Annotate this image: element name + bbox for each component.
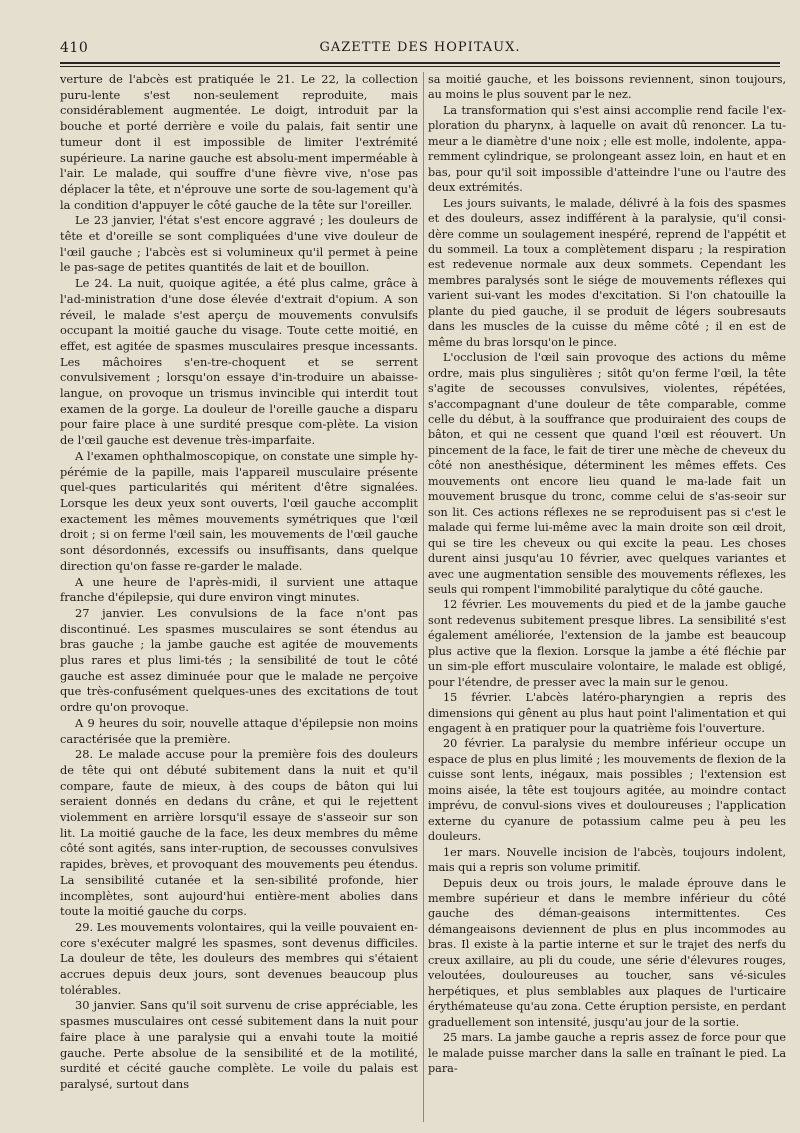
- paragraph: verture de l'abcès est pratiquée le 21. Le 22, la collection puru-lente s'est non-seulement reproduite, mais considérablement augmentée. Le doigt, introduit par la bouche et porté derrière e voile du palais, fait sentir une tumeur dont il est impossible de limiter l'extrémité supérieure. La narine gauche est absolu-ment imperméable à l'air. Le malade, qui souffre d'une fièvre vive, n'ose pas déplacer la tête, et n'éprouve une sorte de sou-lagement qu'à la condition d'appuyer le côté gauche de la tête sur l'oreiller.: [60, 72, 418, 212]
- paragraph: 25 mars. La jambe gauche a repris assez de force pour que le malade puisse marcher dans la salle en traînant le pied. La para-: [428, 1031, 786, 1075]
- page-header: [60, 40, 780, 62]
- paragraph: 28. Le malade accuse pour la première fois des douleurs de tête qui ont débuté subitement dans la nuit et qu'il compare, faute de mieux, à des coups de bâton qui lui seraient donnés en dedans du crâne, et qui le rejettent violemment en arrière lorsqu'il essaye de s'asseoir sur son lit. La moitié gauche de la face, les deux membres du même côté sont agités, sans inter-ruption, de secousses convulsives rapides, brèves, et provoquant des mouvements peu étendus. La sensibilité cutanée et la sen-sibilité profonde, hier incomplètes, sont aujourd'hui entière-ment abolies dans toute la moitié gauche du corps.: [60, 747, 418, 919]
- page-number: 410: [60, 40, 89, 56]
- paragraph: 27 janvier. Les convulsions de la face n'ont pas discontinué. Les spasmes musculaires se sont étendus au bras gauche ; la jambe gauche est agitée de mouvements plus rares et plus limi-tés ; la sensibilité de tout le côté gauche est assez diminuée pour que le malade ne perçoive que très-confusément quelques-unes des excitations de tout ordre qu'on provoque.: [60, 605, 418, 715]
- paragraph: Le 23 janvier, l'état s'est encore aggravé ; les douleurs de tête et d'oreille se sont compliquées d'une vive douleur de l'œil gauche ; l'abcès est si volumineux qu'il permet à peine le pas-sage de petites quantités de lait et de bouillon.: [60, 213, 418, 275]
- paragraph: 1er mars. Nouvelle incision de l'abcès, toujours indolent, mais qui a repris son volume primitif.: [428, 845, 786, 875]
- left-column: [60, 72, 418, 1093]
- running-title: GAZETTE DES HOPITAUX.: [319, 40, 521, 55]
- paragraph: A 9 heures du soir, nouvelle attaque d'épilepsie non moins caractérisée que la première.: [60, 715, 418, 746]
- column-divider: [423, 72, 424, 1122]
- paragraph: sa moitié gauche, et les boissons reviennent, sinon toujours, au moins le plus souvent par le nez.: [428, 73, 786, 102]
- paragraph: Les jours suivants, le malade, délivré à la fois des spasmes et des douleurs, assez indifférent à la paralysie, qu'il consi-dère comme un soulagement inespéré, reprend de l'appétit et du sommeil. La toux a complètement disparu ; la respiration est redevenue normale aux deux sommets. Cependant les membres paralysés sont le siége de mouvements réflexes qui varient sui-vant les modes d'excitation. Si l'on chatouille la plante du pied gauche, il se produit de légers soubresauts dans les muscles de la cuisse du même côté ; il en est de même du bras lorsqu'on le pince.: [428, 196, 786, 349]
- header-rule: [60, 62, 780, 67]
- paragraph: A l'examen ophthalmoscopique, on constate une simple hy-pérémie de la papille, mais l'appareil musculaire présente quel-ques particularités qui méritent d'être signalées. Lorsque les deux yeux sont ouverts, l'œil gauche accomplit exactement les mêmes mouvements symétriques que l'œil droit ; si on ferme l'œil sain, les mouvements de l'œil gauche sont désordonnés, excessifs ou insuffisants, dans quelque direction qu'on fasse re-garder le malade.: [60, 448, 418, 573]
- paragraph: L'occlusion de l'œil sain provoque des actions du même ordre, mais plus singulières ; sitôt qu'on ferme l'œil, la tête s'agite de secousses convulsives, violentes, répétées, s'accompagnant d'une douleur de tête comparable, comme celle du début, à la souffrance que produiraient des coups de bâton, et qui ne cessent que quand l'œil est réouvert. Un pincement de la face, le fait de tirer une mèche de cheveux du côté non anesthésique, déterminent les mêmes effets. Ces mouvements ont encore lieu quand le ma-lade fait un mouvement brusque du tronc, comme celui de s'as-seoir sur son lit. Ces actions réflexes ne se reproduisent pas si c'est le malade qui ferme lui-même avec la main droite son œil droit, qui se tire les cheveux ou qui excite la peau. Les choses durent ainsi jusqu'au 10 février, avec quelques variantes et avec une augmentation sensible des mouvements réflexes, les seuls qui rompent l'immobilité paralytique du côté gauche.: [428, 351, 786, 596]
- paragraph: 29. Les mouvements volontaires, qui la veille pouvaient en-core s'exécuter malgré les spasmes, sont devenus difficiles. La douleur de tête, les douleurs des membres qui s'étaient accrues depuis deux jours, sont devenues beaucoup plus tolérables.: [60, 919, 418, 997]
- paragraph: 30 janvier. Sans qu'il soit survenu de crise appréciable, les spasmes musculaires ont cessé subitement dans la nuit pour faire place à une paralysie qui a envahi toute la moitié gauche. Perte absolue de la sensibilité et de la motilité, surdité et cécité gauche complète. Le voile du palais est paralysé, surtout dans: [60, 998, 418, 1091]
- paragraph: 12 février. Les mouvements du pied et de la jambe gauche sont redevenus subitement presque libres. La sensibilité s'est également améliorée, l'extension de la jambe est beaucoup plus active que la flexion. Lorsque la jambe a été fléchie par un sim-ple effort musculaire volontaire, le malade est obligé, pour l'étendre, de presser avec la main sur le genou.: [428, 598, 786, 689]
- paragraph: Depuis deux ou trois jours, le malade éprouve dans le membre supérieur et dans le membre inférieur du côté gauche des déman-geaisons intermittentes. Ces démangeaisons deviennent de plus en plus incommodes au bras. Il existe à la partie interne et sur le trajet des nerfs du creux axillaire, au pli du coude, une série d'élevures rouges, veloutées, douloureuses au toucher, sans vé-sicules herpétiques, et plus semblables aux plaques de l'urticaire érythémateuse qu'au zona. Cette éruption persiste, en perdant graduellement son intensité, jusqu'au jour de la sortie.: [428, 876, 786, 1029]
- paragraph: 15 février. L'abcès latéro-pharyngien a repris des dimensions qui gênent au plus haut point l'alimentation et qui engagent à en pratiquer pour la quatrième fois l'ouverture.: [428, 691, 786, 736]
- paragraph: La transformation qui s'est ainsi accomplie rend facile l'ex-ploration du pharynx, à laquelle on avait dû renoncer. La tu-meur a le diamètre d'une noix ; elle est molle, indolente, appa-remment cylindrique, se prolongeant assez loin, en haut et en bas, pour qu'il soit impossible d'atteindre l'une ou l'autre des deux extrémités.: [428, 103, 786, 195]
- paragraph: 20 février. La paralysie du membre inférieur occupe un espace de plus en plus limité ; les mouvements de flexion de la cuisse sont lents, inégaux, mais possibles ; l'extension est moins aisée, la tête est toujours agitée, au moindre contact imprévu, de convul-sions vives et douloureuses ; l'application externe du cyanure de potassium calme peu à peu les douleurs.: [428, 737, 786, 844]
- paragraph: A une heure de l'après-midi, il survient une attaque franche d'épilepsie, qui dure environ vingt minutes.: [60, 574, 418, 605]
- paragraph: Le 24. La nuit, quoique agitée, a été plus calme, grâce à l'ad-ministration d'une dose élevée d'extrait d'opium. A son réveil, le malade s'est aperçu de mouvements convulsifs occupant la moitié gauche du visage. Toute cette moitié, en effet, est agitée de spasmes musculaires presque incessants. Les mâchoires s'en-tre-choquent et se serrent convulsivement ; lorsqu'on essaye d'in-troduire un abaisse-langue, on provoque un trismus invincible qui interdit tout examen de la gorge. La douleur de l'oreille gauche a disparu pour faire place à une surdité presque com-plète. La vision de l'œil gauche est devenue très-imparfaite.: [60, 276, 418, 448]
- right-column: [428, 72, 786, 1076]
